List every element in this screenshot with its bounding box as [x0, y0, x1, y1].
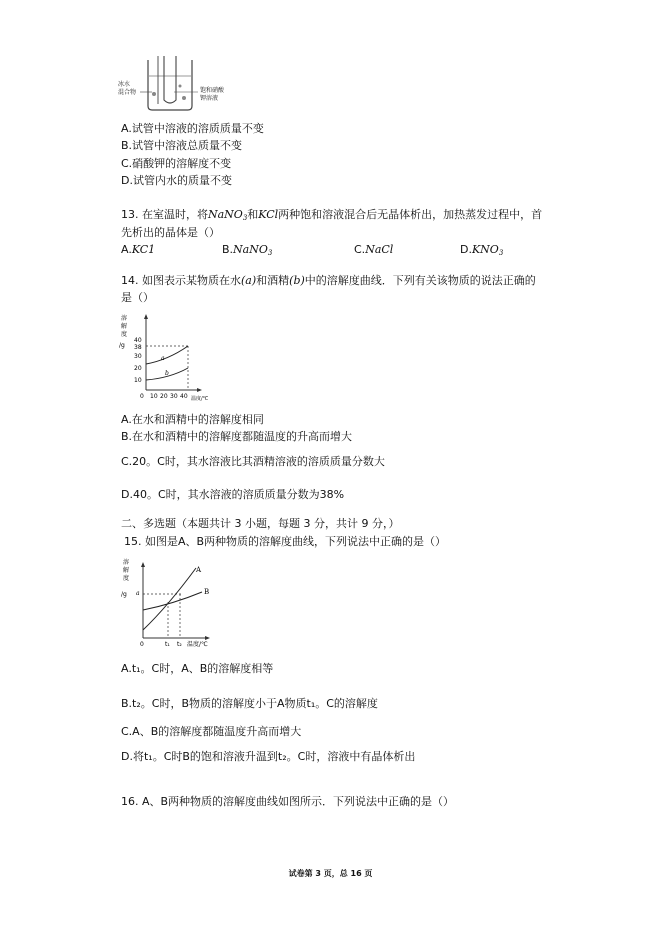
q14-stem-line1: 14. 如图表示某物质在水(a)和酒精(b)中的溶解度曲线．下列有关该物质的说法正确的 [121, 274, 536, 287]
label-ice-water-l1: 冰水 [118, 81, 131, 88]
q13-option-d: $D.KNO_3$ [460, 243, 504, 257]
q13-stem-line2: 先析出的晶体是（） [121, 226, 220, 239]
q14-stem-line2: 是（） [121, 291, 154, 304]
page-footer: 试卷第 3 页，总 16 页 [288, 869, 373, 878]
q12-option-b: B.试管中溶液总质量不变 [121, 139, 243, 152]
q14-option-b: B.在水和酒精中的溶解度都随温度的升高而增大 [121, 430, 353, 443]
q14-curve-a-label: a [161, 355, 165, 362]
q14-xtick-20: 20 [160, 393, 168, 400]
q14-ylabel-1: 溶 [121, 315, 128, 322]
q15-xtick-0: 0 [140, 641, 144, 648]
q15-xtick-t1: t₁ [165, 641, 170, 648]
q14-ylabel-3: 度 [121, 331, 128, 338]
q14-option-d: D.40。C时，其水溶液的溶质质量分数为38% [121, 488, 345, 501]
beaker-figure [118, 56, 228, 112]
q14-ylabel-2: 解 [121, 323, 128, 330]
q14-option-a: A.在水和酒精中的溶解度相同 [121, 413, 264, 426]
q14-ytick-40: 40 [134, 337, 142, 344]
label-ice-water-l2: 混合物 [118, 89, 137, 96]
q15-ylabel-1: 溶 [123, 559, 130, 566]
q15-ytick-a: a [136, 590, 140, 597]
q13-option-c: C.NaCl [354, 243, 394, 256]
q14-ytick-20: 20 [134, 365, 142, 372]
q15-curve-A [143, 568, 196, 630]
q15-xlabel: 温度/℃ [187, 641, 208, 648]
q15-curve-A-label: A [196, 566, 202, 574]
label-kno3-l2: 钾溶液 [200, 95, 219, 102]
q15-ylabel-3: 度 [123, 575, 130, 582]
q14-solubility-graph [118, 312, 218, 404]
q15-curve-B [143, 592, 202, 610]
q14-ytick-30: 30 [134, 353, 142, 360]
q14-curve-b-label: b [165, 370, 169, 377]
q14-ylabel-4: /g [119, 342, 125, 349]
q15-option-c: C.A、B的溶解度都随温度升高而增大 [121, 725, 302, 738]
q14-xtick-0: 0 [140, 393, 144, 400]
q14-option-c: C.20。C时，其水溶液比其酒精溶液的溶质质量分数大 [121, 455, 385, 468]
q14-xtick-40: 40 [180, 393, 188, 400]
q16-stem: 16. A、B两种物质的溶解度曲线如图所示．下列说法中正确的是（） [121, 795, 455, 808]
q12-option-a: A.试管中溶液的溶质质量不变 [121, 122, 264, 135]
q15-option-b: B.t₂。C时，B物质的溶解度小于A物质t₁。C的溶解度 [121, 697, 378, 710]
q12-option-d: D.试管内水的质量不变 [121, 174, 232, 187]
q14-ytick-10: 10 [134, 377, 142, 384]
section-title-multi-choice: 二、多选题（本题共计 3 小题，每题 3 分，共计 9 分，） [121, 517, 400, 530]
q14-xtick-30: 30 [170, 393, 178, 400]
q14-ytick-38: 38 [134, 344, 142, 351]
q14-curve-a [146, 346, 188, 364]
q15-xtick-t2: t₂ [177, 641, 182, 648]
q13-stem-line1: 13. 在室温时，将NaNO$_3$和KCl两种饱和溶液混合后无晶体析出，加热蒸发过程中，首 [121, 208, 543, 222]
label-kno3-l1: 饱和硝酸 [200, 87, 225, 94]
q15-option-a: A.t₁。C时，A、B的溶解度相等 [121, 662, 274, 675]
q14-xlabel: 温度/℃ [191, 396, 209, 402]
q15-ylabel-2: 解 [123, 567, 130, 574]
q13-option-a: A.KC1 [121, 243, 156, 256]
q15-option-d: D.将t₁。C时B的饱和溶液升温到t₂。C时，溶液中有晶体析出 [121, 750, 416, 763]
test-tube [164, 56, 176, 103]
q15-ylabel-4: /g [121, 591, 127, 598]
q15-curve-B-label: B [204, 588, 210, 596]
q12-option-c: C.硝酸钾的溶解度不变 [121, 157, 232, 170]
q15-solubility-graph [118, 556, 228, 648]
q15-stem: 15. 如图是A、B两种物质的溶解度曲线，下列说法中正确的是（） [124, 535, 447, 548]
q14-xtick-10: 10 [150, 393, 158, 400]
q13-option-b: B.NaNO$_3$ [222, 243, 273, 257]
